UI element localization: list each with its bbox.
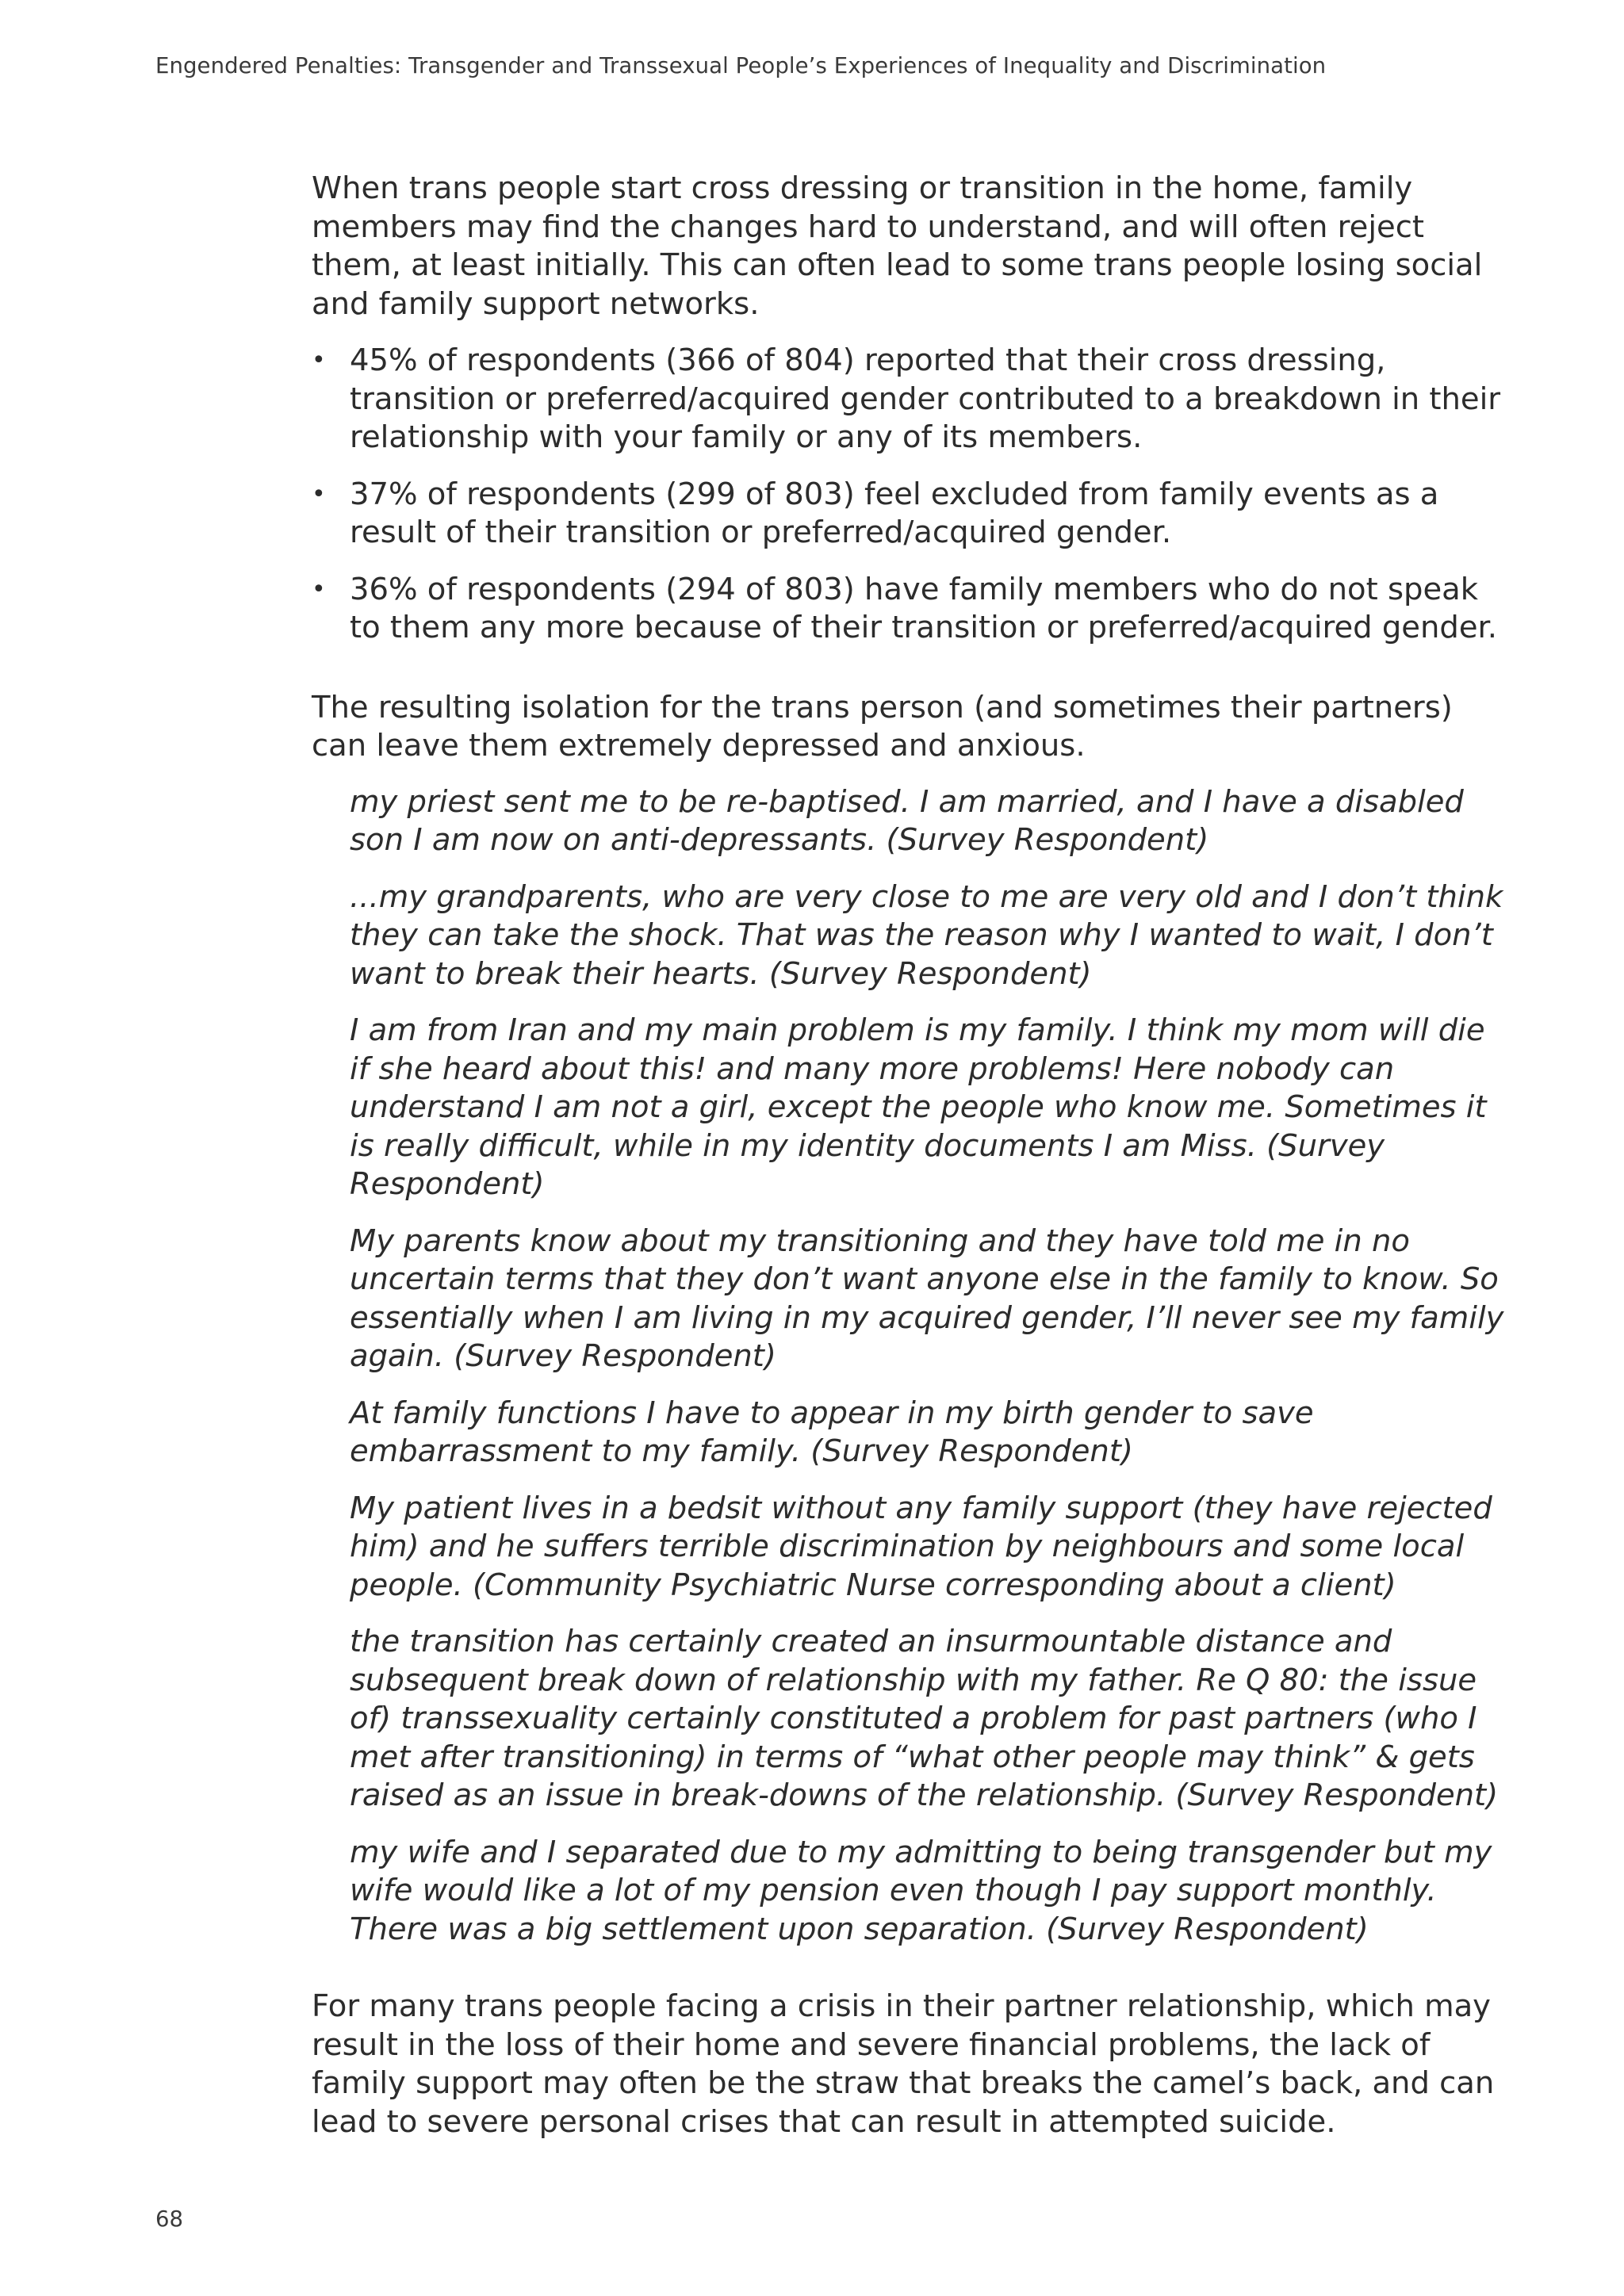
quote: ...my grandparents, who are very close to me are very old and I don’t think they can take the shock. That was the reason why I wanted to wait, I don’t want to break their hearts. (Survey Respondent) <box>350 878 1503 992</box>
quote: At family functions I have to appear in my birth gender to save embarrassment to my family. (Survey Respondent) <box>350 1395 1314 1469</box>
bullet-item: • 37% of respondents (299 of 803) feel excluded from family events as a result of their transition or preferred/acquired gender. <box>312 476 1505 553</box>
bullet-item: • 36% of respondents (294 of 803) have family members who do not speak to them any more because of their transition or preferred/acquired gender. <box>312 571 1505 648</box>
statistics-bullet-list <box>312 342 1505 648</box>
page-number: 68 <box>155 2206 183 2232</box>
page-body <box>312 170 1505 2141</box>
closing-paragraph: For many trans people facing a crisis in their partner relationship, which may result in the loss of their home and severe financial problems, the lack of family support may often be the straw that breaks the camel’s back, and can lead to severe personal crises that can result in attempted suicide. <box>312 1988 1495 2140</box>
running-header: Engendered Penalties: Transgender and Transsexual People’s Experiences of Inequality and Discrimination <box>155 53 1327 78</box>
quote: the transition has certainly created an insurmountable distance and subsequent break down of relationship with my father. Re Q 80: the issue of) transsexuality certainly constituted a problem for past partners (who I met after transitioning) in terms of “what other people may think” & gets raised as an issue in break-downs of the relationship. (Survey Respondent) <box>350 1624 1499 1813</box>
quote: my priest sent me to be re-baptised. I am married, and I have a disabled son I am now on anti-depressants. (Survey Respondent) <box>350 783 1464 858</box>
quote: my wife and I separated due to my admitting to being transgender but my wife would like a lot of my pension even though I pay support monthly. There was a big settlement upon separation. (Survey Respondent) <box>350 1834 1492 1947</box>
quote: My patient lives in a bedsit without any family support (they have rejected him) and he suffers terrible discrimination by neighbours and some local people. (Community Psychiatric Nurse corresponding about a client) <box>350 1490 1492 1603</box>
isolation-paragraph: The resulting isolation for the trans person (and sometimes their partners) can leave them extremely depressed and anxious. <box>312 689 1453 763</box>
quote: My parents know about my transitioning and they have told me in no uncertain terms that they don’t want anyone else in the family to know. So essentially when I am living in my acquired gender, I’ll never see my family again. (Survey Respondent) <box>350 1223 1504 1374</box>
intro-paragraph: When trans people start cross dressing or transition in the home, family members may find the changes hard to understand, and will often reject them, at least initially. This can often lead to some trans people losing social and family support networks. <box>312 170 1483 322</box>
respondent-quotes <box>312 783 1505 1950</box>
quote: I am from Iran and my main problem is my family. I think my mom will die if she heard about this! and many more problems! Here nobody can understand I am not a girl, except the people who know me. Sometimes it is really difficult, while in my identity documents I am Miss. (Survey Respondent) <box>350 1012 1487 1202</box>
bullet-item: • 45% of respondents (366 of 804) reported that their cross dressing, transition or preferred/acquired gender contributed to a breakdown in their relationship with your family or any of its members. <box>312 342 1505 457</box>
